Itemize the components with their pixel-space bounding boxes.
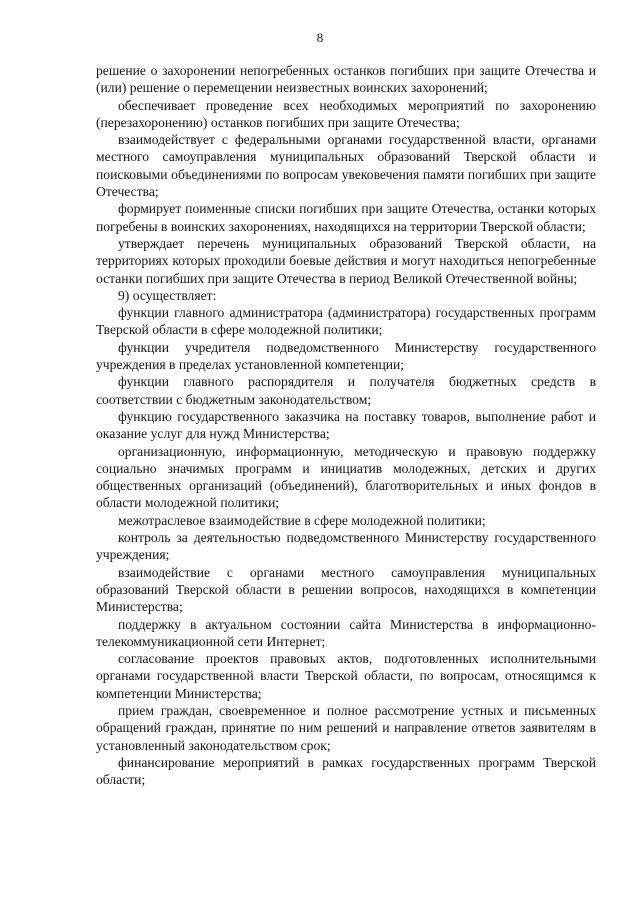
paragraph: утверждает перечень муниципальных образований Тверской области, на территориях которых проходили боевые действия и могут находиться непогребенные останки погибших при защите Отечества в период Великой Отечественной войны;	[96, 235, 596, 286]
paragraph: формирует поименные списки погибших при защите Отечества, останки которых погребены в воинских захоронениях, находящихся на территории Тверской области;	[96, 201, 596, 234]
document-body	[96, 62, 596, 788]
paragraph: функцию государственного заказчика на поставку товаров, выполнение работ и оказание услуг для нужд Министерства;	[96, 408, 596, 442]
paragraph: прием граждан, своевременное и полное рассмотрение устных и письменных обращений граждан, принятие по ним решений и направление ответов заявителям в установленный законодательством срок;	[96, 702, 596, 753]
paragraph: взаимодействие с органами местного самоуправления муниципальных образований Тверской области в решении вопросов, находящихся в компетенции Министерства;	[96, 564, 596, 615]
paragraph: функции учредителя подведомственного Министерству государственного учреждения в пределах установленной компетенции;	[96, 339, 596, 373]
paragraph: межотраслевое взаимодействие в сфере молодежной политики;	[118, 512, 486, 528]
paragraph: контроль за деятельностью подведомственного Министерству государственного учреждения;	[96, 530, 596, 563]
paragraph: функции главного распорядителя и получателя бюджетных средств в соответствии с бюджетным законодательством;	[96, 374, 596, 407]
paragraph: поддержку в актуальном состоянии сайта Министерства в информационно-телекоммуникационной сети Интернет;	[96, 616, 596, 649]
paragraph: согласование проектов правовых актов, подготовленных исполнительными органами государственной власти Тверской области, по вопросам, относящимся к компетенции Министерства;	[96, 651, 596, 701]
paragraph: финансирование мероприятий в рамках государственных программ Тверской области;	[96, 754, 596, 788]
paragraph: взаимодействует с федеральными органами государственной власти, органами местного самоуправления муниципальных образований Тверской области и поисковыми объединениями по вопросам увековечения памяти погибших при защите Отечества;	[96, 132, 596, 200]
paragraph: организационную, информационную, методическую и правовую поддержку социально значимых программ и инициатив молодежных, детских и других общественных организаций (объединений), благотворительных и иных фондов в области молодежной политики;	[96, 443, 596, 511]
paragraph: функции главного администратора (администратора) государственных программ Тверской области в сфере молодежной политики;	[96, 305, 596, 338]
paragraph: 9) осуществляет:	[118, 287, 217, 303]
paragraph: решение о захоронении непогребенных останков погибших при защите Отечества и (или) решение о перемещении неизвестных воинских захоронений;	[96, 63, 596, 96]
page-number: 8	[316, 30, 324, 45]
paragraph: обеспечивает проведение всех необходимых мероприятий по захоронению (перезахоронению) останков погибших при защите Отечества;	[96, 97, 596, 130]
